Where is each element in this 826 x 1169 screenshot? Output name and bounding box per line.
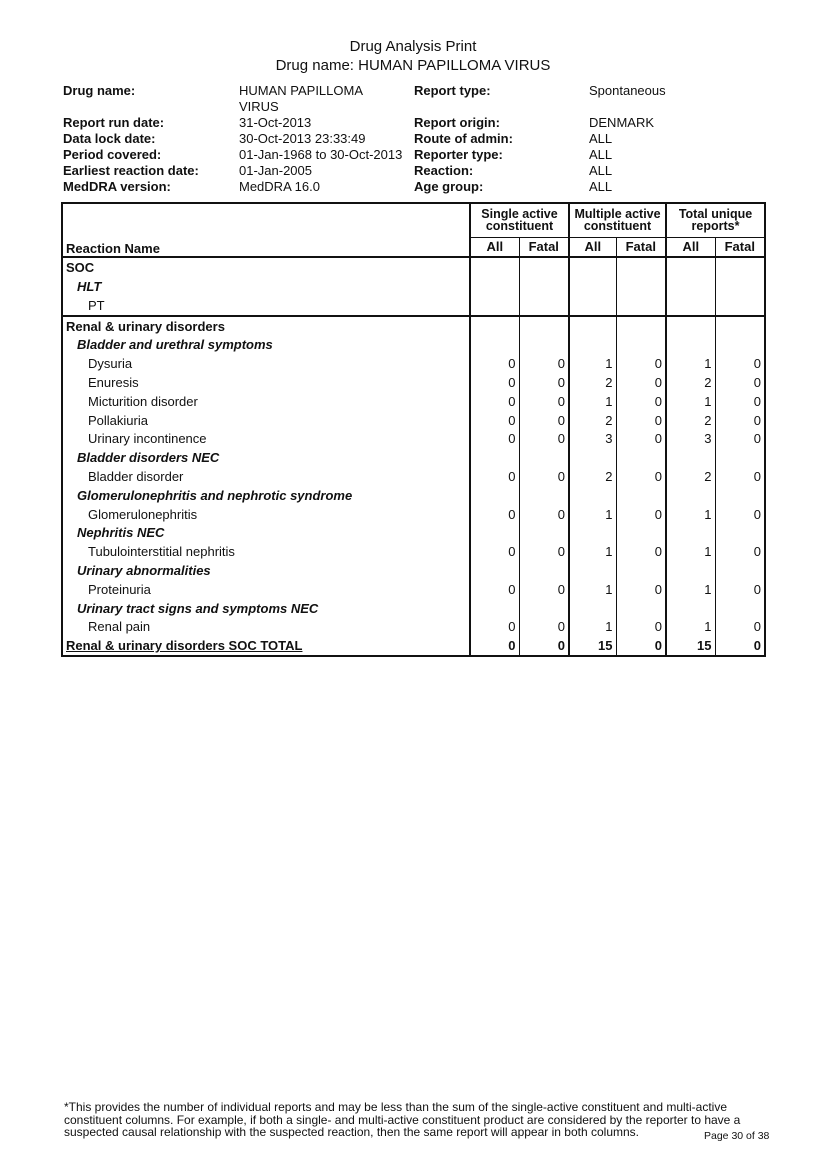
count-cell <box>519 448 569 467</box>
reaction-name-cell: Glomerulonephritis and nephrotic syndrome <box>77 487 353 503</box>
count-cell: 0 <box>616 467 666 486</box>
reaction-name-cell: Tubulointerstitial nephritis <box>88 544 235 560</box>
count-cell <box>715 257 765 277</box>
count-cell <box>470 316 519 336</box>
count-cell: 1 <box>569 505 616 524</box>
count-cell: 0 <box>519 505 569 524</box>
count-cell: 1 <box>569 580 616 599</box>
count-cell <box>569 277 616 296</box>
count-cell: 0 <box>470 467 519 486</box>
meta-value: 01-Jan-2005 <box>239 163 312 178</box>
count-cell <box>715 448 765 467</box>
count-cell <box>569 296 616 316</box>
count-cell: 0 <box>616 617 666 636</box>
count-cell <box>616 316 666 336</box>
table-row <box>62 542 765 561</box>
table-row <box>62 505 765 524</box>
count-cell <box>616 486 666 505</box>
count-cell: 0 <box>470 636 519 656</box>
reaction-table-body <box>62 257 765 656</box>
sub-header: Fatal <box>616 237 666 257</box>
count-cell: 2 <box>569 373 616 392</box>
count-cell <box>666 561 715 580</box>
count-cell <box>569 561 616 580</box>
reaction-name-cell: Bladder disorders NEC <box>77 450 220 466</box>
reaction-name-cell: Bladder disorder <box>88 468 184 484</box>
reaction-name-cell: Bladder and urethral symptoms <box>77 337 273 353</box>
reaction-name-cell: SOC <box>66 260 95 276</box>
meta-label <box>63 99 199 115</box>
count-cell: 0 <box>715 505 765 524</box>
meta-value: 01-Jan-1968 to 30-Oct-2013 <box>239 147 403 162</box>
hlt-row <box>62 561 765 580</box>
meta-value: 30-Oct-2013 23:33:49 <box>239 131 366 146</box>
count-cell: 0 <box>616 542 666 561</box>
reaction-name-cell: Dysuria <box>88 356 133 372</box>
group-header-single: Single active constituent <box>470 203 569 237</box>
reaction-name-cell: Pollakiuria <box>88 412 148 428</box>
count-cell <box>666 296 715 316</box>
reaction-name-cell: Micturition disorder <box>88 393 198 409</box>
count-cell: 0 <box>616 429 666 448</box>
count-cell: 0 <box>519 467 569 486</box>
meta-label: Report type: <box>414 83 491 98</box>
count-cell <box>715 523 765 542</box>
count-cell: 0 <box>519 411 569 430</box>
count-cell: 1 <box>569 617 616 636</box>
count-cell <box>470 448 519 467</box>
count-cell <box>715 599 765 618</box>
count-cell: 0 <box>715 411 765 430</box>
count-cell <box>616 277 666 296</box>
count-cell: 2 <box>569 411 616 430</box>
meta-value: ALL <box>589 147 613 162</box>
count-cell: 0 <box>470 373 519 392</box>
reaction-name-cell: Urinary tract signs and symptoms NEC <box>77 600 319 616</box>
count-cell: 0 <box>519 373 569 392</box>
count-cell: 0 <box>616 354 666 373</box>
count-cell <box>519 296 569 316</box>
count-cell: 0 <box>519 636 569 656</box>
count-cell: 0 <box>470 411 519 430</box>
count-cell: 0 <box>616 505 666 524</box>
page-number: Page 30 of 38 <box>704 1130 770 1142</box>
sub-header: Fatal <box>519 237 569 257</box>
count-cell: 0 <box>616 411 666 430</box>
count-cell: 2 <box>666 467 715 486</box>
reaction-name-cell: HLT <box>77 278 102 294</box>
sub-header: All <box>470 237 519 257</box>
hlt-row <box>62 523 765 542</box>
count-cell: 0 <box>519 429 569 448</box>
count-cell: 15 <box>569 636 616 656</box>
table-row <box>62 617 765 636</box>
count-cell <box>616 335 666 354</box>
meta-value: 31-Oct-2013 <box>239 115 312 130</box>
meta-right-values <box>589 83 666 195</box>
count-cell <box>519 599 569 618</box>
count-cell <box>569 523 616 542</box>
table-row <box>62 354 765 373</box>
count-cell <box>569 486 616 505</box>
count-cell: 0 <box>470 429 519 448</box>
count-cell: 0 <box>715 467 765 486</box>
count-cell: 0 <box>519 580 569 599</box>
count-cell <box>470 486 519 505</box>
meta-label: Report run date: <box>63 115 165 130</box>
table-row <box>62 373 765 392</box>
count-cell <box>519 257 569 277</box>
meta-value: ALL <box>589 131 613 146</box>
count-cell <box>470 335 519 354</box>
count-cell <box>666 316 715 336</box>
legend-hlt-row <box>62 277 765 296</box>
count-cell: 1 <box>569 354 616 373</box>
meta-left-labels <box>63 83 199 195</box>
count-cell: 1 <box>666 505 715 524</box>
count-cell <box>519 561 569 580</box>
count-cell: 0 <box>470 542 519 561</box>
drug-name-heading: Drug name: HUMAN PAPILLOMA VIRUS <box>275 57 551 74</box>
hlt-row <box>62 486 765 505</box>
count-cell: 1 <box>666 392 715 411</box>
reaction-name-cell: Renal & urinary disorders <box>62 316 470 336</box>
count-cell: 2 <box>569 467 616 486</box>
count-cell <box>715 277 765 296</box>
count-cell: 1 <box>569 542 616 561</box>
count-cell: 0 <box>470 505 519 524</box>
legend-soc-row <box>62 257 765 277</box>
count-cell <box>666 486 715 505</box>
reaction-name-cell: Urinary incontinence <box>88 431 207 447</box>
count-cell <box>470 296 519 316</box>
reaction-name-cell: PT <box>88 297 105 313</box>
reaction-name-cell: Urinary abnormalities <box>77 562 211 578</box>
meta-value: DENMARK <box>589 115 655 130</box>
report-title: Drug Analysis Print <box>349 38 477 55</box>
meta-value: VIRUS <box>239 99 279 114</box>
count-cell <box>666 335 715 354</box>
count-cell: 0 <box>715 617 765 636</box>
count-cell: 0 <box>519 617 569 636</box>
hlt-row <box>62 599 765 618</box>
footnote: *This provides the number of individual reports and may be less than the sum of the single-active constituent and multi-active constituent columns. For example, if both a single- and multi-active constituent product are considered by the reporter to have a suspected causal relationship with the suspected reaction, then the same report will appear in both columns. <box>64 1100 741 1139</box>
count-cell: 0 <box>715 354 765 373</box>
count-cell <box>569 599 616 618</box>
count-cell: 2 <box>666 373 715 392</box>
hlt-row <box>62 335 765 354</box>
sub-header: All <box>666 237 715 257</box>
meta-label: Route of admin: <box>414 131 513 146</box>
count-cell <box>470 257 519 277</box>
sub-header: All <box>569 237 616 257</box>
count-cell <box>715 561 765 580</box>
sub-header: Fatal <box>715 237 765 257</box>
count-cell <box>569 335 616 354</box>
table-row <box>62 467 765 486</box>
count-cell: 1 <box>666 542 715 561</box>
count-cell: 0 <box>715 580 765 599</box>
meta-label: Data lock date: <box>63 131 156 146</box>
meta-label: Drug name: <box>63 83 136 98</box>
meta-label: MedDRA version: <box>63 179 171 194</box>
count-cell <box>470 599 519 618</box>
meta-value: HUMAN PAPILLOMA <box>239 83 364 98</box>
table-row <box>62 392 765 411</box>
count-cell: 1 <box>569 392 616 411</box>
count-cell: 0 <box>715 392 765 411</box>
meta-value: Spontaneous <box>589 83 666 98</box>
count-cell: 1 <box>666 354 715 373</box>
count-cell: 0 <box>470 617 519 636</box>
count-cell: 0 <box>519 542 569 561</box>
meta-left-values <box>239 83 402 195</box>
count-cell <box>616 523 666 542</box>
count-cell <box>715 296 765 316</box>
reaction-name-cell: Renal & urinary disorders SOC TOTAL <box>62 636 470 656</box>
count-cell <box>569 257 616 277</box>
hlt-row <box>62 448 765 467</box>
meta-label: Reporter type: <box>414 147 503 162</box>
count-cell: 0 <box>715 373 765 392</box>
count-cell <box>715 335 765 354</box>
meta-label: Age group: <box>414 179 484 194</box>
count-cell <box>519 486 569 505</box>
count-cell: 2 <box>666 411 715 430</box>
count-cell <box>666 523 715 542</box>
count-cell: 0 <box>616 636 666 656</box>
count-cell <box>616 448 666 467</box>
count-cell: 3 <box>569 429 616 448</box>
count-cell <box>519 277 569 296</box>
count-cell <box>666 257 715 277</box>
soc-row <box>62 316 765 336</box>
group-header-total: Total unique reports* <box>666 203 765 237</box>
reaction-name-cell: Nephritis NEC <box>77 525 165 541</box>
meta-label: Reaction: <box>414 163 474 178</box>
meta-label: Earliest reaction date: <box>63 163 199 178</box>
count-cell: 0 <box>519 392 569 411</box>
count-cell: 0 <box>519 354 569 373</box>
count-cell <box>470 523 519 542</box>
table-row <box>62 580 765 599</box>
count-cell: 0 <box>470 580 519 599</box>
count-cell <box>470 561 519 580</box>
count-cell <box>519 523 569 542</box>
count-cell <box>715 486 765 505</box>
count-cell: 0 <box>715 542 765 561</box>
meta-value <box>589 99 666 115</box>
group-header-multiple: Multiple active constituent <box>569 203 666 237</box>
count-cell: 15 <box>666 636 715 656</box>
count-cell <box>519 316 569 336</box>
count-cell <box>616 599 666 618</box>
meta-label: Report origin: <box>414 115 500 130</box>
reaction-name-cell: Glomerulonephritis <box>88 506 198 522</box>
count-cell <box>616 296 666 316</box>
count-cell <box>616 561 666 580</box>
meta-label: Period covered: <box>63 147 162 162</box>
count-cell <box>666 277 715 296</box>
count-cell <box>666 599 715 618</box>
count-cell: 1 <box>666 617 715 636</box>
meta-right-labels <box>414 83 513 195</box>
meta-value: ALL <box>589 163 613 178</box>
meta-value: ALL <box>589 179 613 194</box>
count-cell <box>616 257 666 277</box>
count-cell: 0 <box>616 373 666 392</box>
count-cell <box>519 335 569 354</box>
count-cell: 1 <box>666 580 715 599</box>
reaction-name-header: Reaction Name <box>62 237 470 257</box>
count-cell: 0 <box>616 580 666 599</box>
count-cell: 3 <box>666 429 715 448</box>
reaction-table <box>61 202 766 657</box>
count-cell: 0 <box>616 392 666 411</box>
count-cell <box>470 277 519 296</box>
meta-value: MedDRA 16.0 <box>239 179 320 194</box>
count-cell: 0 <box>470 392 519 411</box>
count-cell: 0 <box>715 429 765 448</box>
count-cell <box>715 316 765 336</box>
count-cell <box>569 316 616 336</box>
count-cell <box>569 448 616 467</box>
count-cell: 0 <box>715 636 765 656</box>
total-row <box>62 636 765 656</box>
reaction-header-spacer <box>62 203 470 237</box>
reaction-name-cell: Renal pain <box>88 619 151 635</box>
legend-pt-row <box>62 296 765 316</box>
reaction-name-cell: Enuresis <box>88 374 139 390</box>
count-cell <box>666 448 715 467</box>
meta-label <box>414 99 513 115</box>
table-row <box>62 429 765 448</box>
reaction-name-cell: Proteinuria <box>88 581 151 597</box>
count-cell: 0 <box>470 354 519 373</box>
table-row <box>62 411 765 430</box>
